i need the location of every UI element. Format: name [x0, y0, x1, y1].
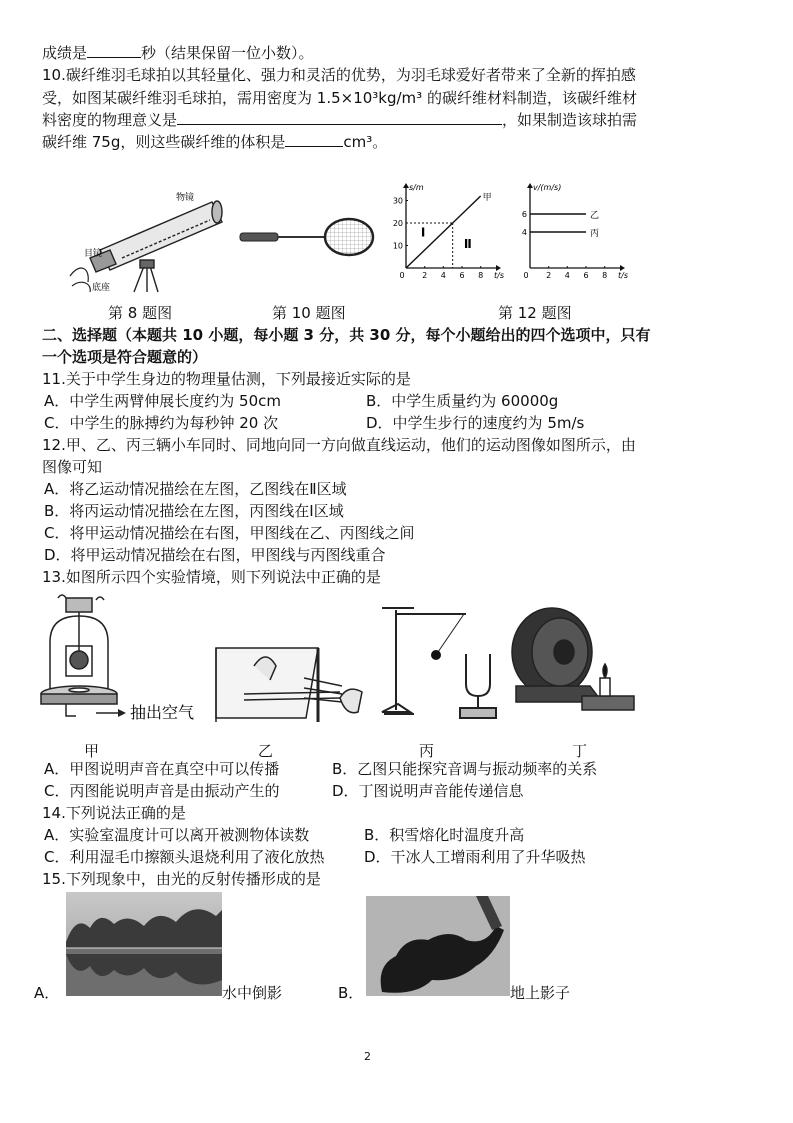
q13-option-b: B．乙图只能探究音调与振动频率的关系 [332, 760, 598, 778]
base-label: 底座 [92, 283, 111, 293]
q13-stem: 13.如图所示四个实验情境，则下列说法中正确的是 [42, 568, 381, 586]
q14-option-c: C．利用湿毛巾擦额头退烧利用了液化放热 [44, 848, 325, 866]
x-tick-label: 8 [478, 271, 484, 280]
x-tick-label: 0 [523, 271, 529, 280]
region-label-1: Ⅰ [420, 225, 426, 240]
bell-jar-figure [36, 594, 226, 724]
speaker-candle-figure [502, 596, 642, 726]
q10-line4-suffix: cm³。 [343, 133, 388, 151]
x-tick-label: 6 [583, 271, 589, 280]
pump-label: 抽出空气 [130, 703, 195, 722]
series-label: 乙 [590, 211, 600, 221]
section2-heading-line1: 二、选择题（本题共 10 小题，每小题 3 分，共 30 分，每个小题给出的四个选项中，只有 [42, 326, 651, 344]
answer-blank [177, 110, 502, 125]
x-tick-label: 8 [602, 271, 608, 280]
fig12-caption: 第 12 题图 [498, 304, 572, 322]
x-axis-label: t/s [618, 271, 628, 280]
x-tick-label: 4 [440, 271, 446, 280]
series-line-jia [406, 196, 481, 268]
q15-stem: 15.下列现象中，由光的反射传播形成的是 [42, 870, 321, 888]
q10-line3-suffix: ，如果制造该球拍需 [502, 111, 638, 129]
tuning-fork-figure [374, 600, 504, 724]
x-tick-label: 4 [564, 271, 570, 280]
q10-line4 [42, 131, 387, 153]
q11-option-b: B．中学生质量约为 60000g [366, 392, 559, 410]
y-tick-label: 30 [392, 196, 403, 206]
x-tick-label: 0 [399, 271, 405, 280]
racket-figure [238, 212, 378, 262]
q13-caption-ding: 丁 [572, 742, 588, 760]
q14-stem: 14.下列说法正确的是 [42, 804, 186, 822]
section2-heading-line2: 一个选项是符合题意的） [42, 348, 208, 366]
q10-line2: 受，如图某碳纤维羽毛球拍，需用密度为 1.5×10³kg/m³ 的碳纤维材料制造，该碳纤维材 [42, 89, 637, 107]
q11-option-a: A．中学生两臂伸展长度约为 50cm [44, 392, 281, 410]
q12-line2: 图像可知 [42, 458, 103, 476]
water-reflection-photo [66, 892, 222, 996]
y-axis-label: v/(m/s) [533, 183, 562, 192]
answer-blank [87, 43, 141, 58]
q10-line3 [42, 109, 637, 131]
q10-line4-prefix: 碳纤维 75g，则这些碳纤维的体积是 [42, 133, 286, 151]
q10-line3-prefix: 料密度的物理意义是 [42, 111, 178, 129]
q12-option-d: D．将甲运动情况描绘在右图，甲图线与丙图线重合 [44, 546, 386, 564]
x-tick-label: 2 [546, 271, 552, 280]
x-axis-label: t/s [494, 271, 504, 280]
top-line [42, 42, 314, 64]
objective-label: 物镜 [176, 193, 195, 203]
v-t-chart [510, 172, 630, 282]
q11-option-d: D．中学生步行的速度约为 5m/s [366, 414, 585, 432]
top-line-suffix: 秒（结果保留一位小数）。 [141, 44, 314, 62]
answer-blank [285, 132, 343, 147]
q15-option-a-label: 水中倒影 [222, 984, 283, 1002]
region-label-2: Ⅱ [463, 236, 472, 251]
q12-option-a: A．将乙运动情况描绘在左图，乙图线在Ⅱ区域 [44, 480, 347, 498]
q10-line1: 10.碳纤维羽毛球拍以其轻量化、强力和灵活的优势，为羽毛球爱好者带来了全新的挥拍感 [42, 66, 636, 84]
q11-stem: 11.关于中学生身边的物理量估测，下列最接近实际的是 [42, 370, 411, 388]
y-tick-label: 20 [392, 219, 403, 228]
q13-caption-bing: 丙 [419, 742, 435, 760]
page-number: 2 [364, 1050, 371, 1063]
q13-option-a: A．甲图说明声音在真空中可以传播 [44, 760, 280, 778]
s-t-chart [388, 172, 506, 282]
q13-option-d: D．丁图说明声音能传递信息 [332, 782, 524, 800]
telescope-figure [62, 188, 232, 294]
y-tick-label: 6 [521, 210, 527, 219]
ruler-figure [214, 638, 370, 724]
q13-caption-jia: 甲 [84, 742, 100, 760]
y-tick-label: 4 [521, 228, 527, 237]
y-tick-label: 10 [392, 241, 403, 251]
q15-option-a-letter: A． [34, 984, 60, 1002]
q14-option-a: A．实验室温度计可以离开被测物体读数 [44, 826, 310, 844]
series-label: 丙 [590, 229, 600, 239]
fig10-caption: 第 10 题图 [272, 304, 346, 322]
q15-option-b-label: 地上影子 [510, 984, 571, 1002]
q13-option-c: C．丙图能说明声音是由振动产生的 [44, 782, 280, 800]
q13-caption-yi: 乙 [258, 742, 274, 760]
x-tick-label: 6 [459, 271, 465, 280]
q11-option-c: C．中学生的脉搏约为每秒钟 20 次 [44, 414, 279, 432]
y-axis-label: s/m [409, 183, 424, 192]
q15-option-b-letter: B． [338, 984, 364, 1002]
eyepiece-label: 目镜 [84, 249, 103, 259]
ground-shadow-photo [366, 896, 510, 996]
fig8-caption: 第 8 题图 [108, 304, 173, 322]
x-tick-label: 2 [422, 271, 428, 280]
q12-option-c: C．将甲运动情况描绘在右图，甲图线在乙、丙图线之间 [44, 524, 415, 542]
q14-option-b: B．积雪熔化时温度升高 [364, 826, 525, 844]
series-label: 甲 [482, 193, 492, 203]
q14-option-d: D．干冰人工增雨利用了升华吸热 [364, 848, 586, 866]
top-line-prefix: 成绩是 [42, 44, 88, 62]
q12-option-b: B．将丙运动情况描绘在左图，丙图线在Ⅰ区域 [44, 502, 344, 520]
q12-line1: 12.甲、乙、丙三辆小车同时、同地向同一方向做直线运动，他们的运动图像如图所示，由 [42, 436, 636, 454]
